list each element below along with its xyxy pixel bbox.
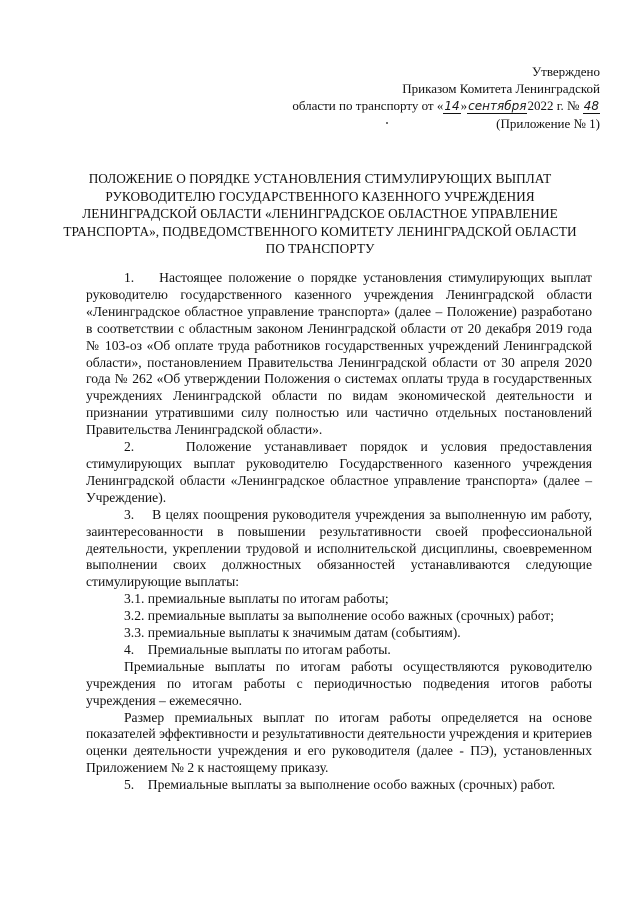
approval-block (220, 63, 600, 132)
approval-line-1: Утверждено (531, 64, 600, 79)
handwritten-month: сентября (468, 99, 527, 113)
paragraph-3-2: 3.2. премиальные выплаты за выполнение особо важных (срочных) работ; (124, 608, 555, 624)
handwritten-number: 48 (583, 99, 599, 113)
approval-year: 2022 г. № (527, 98, 580, 113)
paragraph-4: 4. Премиальные выплаты по итогам работы. (124, 641, 391, 657)
approval-line-3-prefix: области по транспорту от « (292, 98, 444, 113)
ink-dot (386, 122, 388, 124)
approval-line-3 (220, 97, 600, 115)
paragraph-1: 1. Настоящее положение о порядке установления стимулирующих выплат руководителю государственного казенного учреждения Ленинградской области «Ленинградское областное управление транспорта» (далее – Положение) разработано в соответствии с областным законом Ленинградской области от 20 декабря 2019 года № 103-оз «Об оплате труда работников государственных учреждений Ленинградской области», постановлением Правительства Ленинградской области от 30 апреля 2020 года № 262 «Об утверждении Положения о системах оплаты труда в государственных учреждениях Ленинградской области по видам экономической деятельности и признании утратившими силу полностью или частично отдельных постановлений Правительства Ленинградской области». (86, 270, 592, 438)
paragraph-3-1: 3.1. премиальные выплаты по итогам работы; (124, 591, 389, 607)
document-body (86, 270, 592, 794)
paragraph-3-3: 3.3. премиальные выплаты к значимым датам (событиям). (124, 625, 461, 641)
approval-line-2: Приказом Комитета Ленинградской (402, 81, 600, 96)
document-title: ПОЛОЖЕНИЕ О ПОРЯДКЕ УСТАНОВЛЕНИЯ СТИМУЛИРУЮЩИХ ВЫПЛАТ РУКОВОДИТЕЛЮ ГОСУДАРСТВЕННОГО КАЗЕННОГО УЧРЕЖДЕНИЯ ЛЕНИНГРАДСКОЙ ОБЛАСТИ «ЛЕНИНГРАДСКОЕ ОБЛАСТНОЕ УПРАВЛЕНИЕ ТРАНСПОРТА», ПОДВЕДОМСТВЕННОГО КОМИТЕТУ ЛЕНИНГРАДСКОЙ ОБЛАСТИ ПО ТРАНСПОРТУ (63, 171, 577, 256)
paragraph-4-b: Размер премиальных выплат по итогам работы определяется на основе показателей эффективности и результативности деятельности учреждения и критериев оценки деятельности учреждения и его руководителя (далее - ПЭ), установленных Приложением № 2 к настоящему приказу. (86, 709, 592, 776)
paragraph-5: 5. Премиальные выплаты за выполнение особо важных (срочных) работ. (124, 777, 556, 793)
paragraph-2: 2. Положение устанавливает порядок и условия предоставления стимулирующих выплат руководителю Государственного казенного учреждения Ленинградской области «Ленинградское областное управление транспорта» (далее – Учреждение). (86, 439, 592, 505)
paragraph-4-a: Премиальные выплаты по итогам работы осуществляются руководителю учреждения по итогам работы с периодичностью подведения итогов работы учреждения – ежемесячно. (86, 658, 592, 708)
approval-line-4: (Приложение № 1) (496, 116, 600, 131)
approval-quote-close: » (460, 98, 468, 113)
handwritten-day: 14 (444, 99, 460, 113)
paragraph-3: 3. В целях поощрения руководителя учреждения за выполненную им работу, заинтересованности в повышении результативности своей профессиональной деятельности, укреплении трудовой и исполнительской дисциплины, своевременном выполнении своих должностных обязанностей устанавливаются следующие стимулирующие выплаты: (86, 506, 592, 590)
